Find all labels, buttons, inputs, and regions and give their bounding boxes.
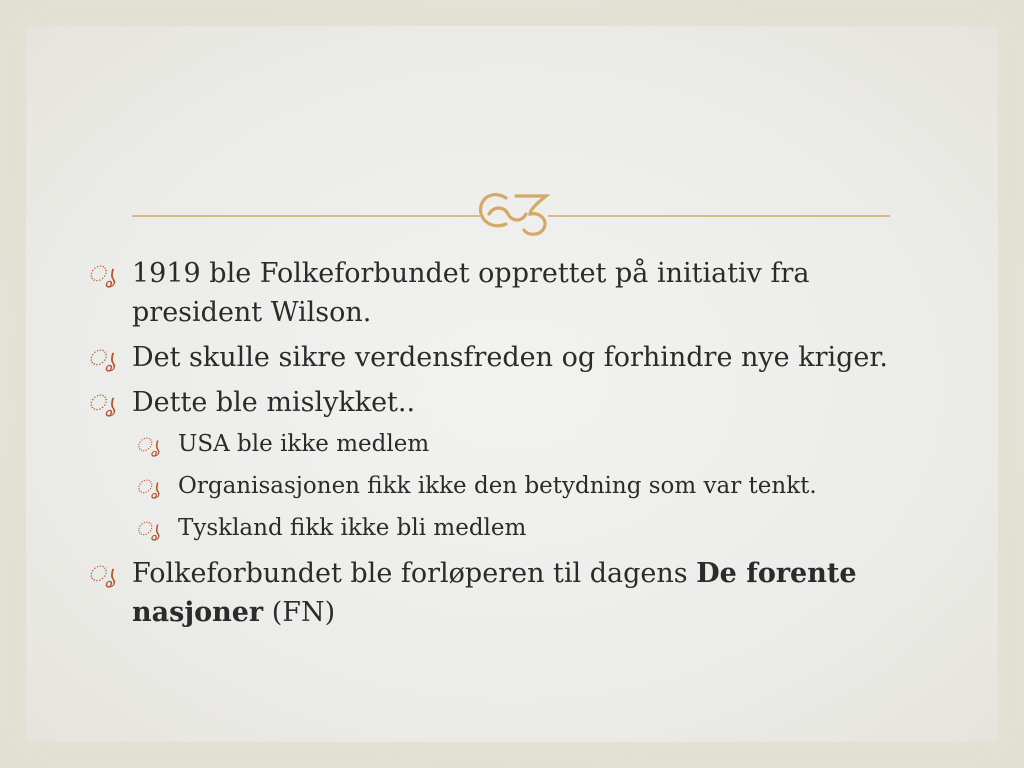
list-item-text-bold: De forente nasjoner	[132, 558, 857, 628]
sub-list-item	[88, 428, 948, 461]
list-item-text: Det skulle sikre verdensfreden og forhindre nye kriger.	[132, 342, 888, 373]
sub-list-item-text: USA ble ikke medlem	[178, 431, 430, 457]
list-item	[88, 338, 948, 377]
list-item	[88, 554, 948, 632]
list-item-text-after: (FN)	[263, 597, 336, 628]
list-item-text	[132, 558, 857, 628]
bullet-icon: ൃ	[88, 262, 116, 287]
sub-list-item	[88, 512, 948, 545]
bullet-icon: ൃ	[136, 434, 160, 456]
sub-list-item	[88, 470, 948, 503]
list-item	[88, 254, 948, 332]
bullet-icon: ൃ	[88, 562, 116, 587]
bullet-icon: ൃ	[136, 476, 160, 498]
bullet-icon: ൃ	[88, 391, 116, 416]
list-item-text: Dette ble mislykket..	[132, 387, 416, 418]
sub-list-item-text: Organisasjonen fikk ikke den betydning som var tenkt.	[178, 473, 817, 499]
bullet-list	[88, 254, 948, 638]
list-item-text-before: Folkeforbundet ble forløperen til dagens	[132, 558, 697, 589]
list-item	[88, 383, 948, 422]
bullet-icon: ൃ	[136, 518, 160, 540]
list-item-text: 1919 ble Folkeforbundet opprettet på initiativ fra president Wilson.	[132, 258, 810, 328]
bullet-icon: ൃ	[88, 346, 116, 371]
sub-list-item-text: Tyskland fikk ikke bli medlem	[178, 515, 527, 541]
flourish-icon	[481, 195, 546, 235]
